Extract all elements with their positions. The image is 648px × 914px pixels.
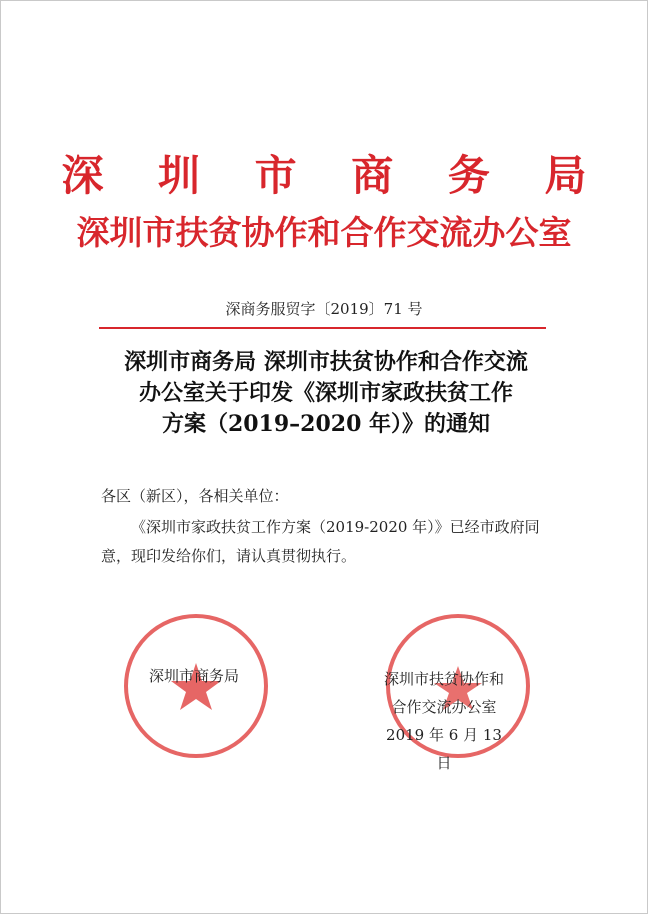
signature-org-2-line-2: 合作交流办公室 bbox=[391, 698, 497, 716]
signature-date: 2019 年 6 月 13 日 bbox=[386, 726, 502, 772]
letterhead-line-2: 深圳市扶贫协作和合作交流办公室 bbox=[76, 213, 572, 252]
signature-block-2 bbox=[379, 665, 509, 777]
title-line-1: 深圳市商务局 深圳市扶贫协作和合作交流 bbox=[124, 349, 528, 375]
red-divider bbox=[99, 327, 546, 329]
document-number: 深商务服贸字〔2019〕71 号 bbox=[225, 300, 423, 318]
title-line-2: 办公室关于印发《深圳市家政扶贫工作 bbox=[138, 380, 513, 406]
signature-org-1: 深圳市商务局 bbox=[149, 667, 240, 685]
salutation: 各区（新区），各相关单位： bbox=[101, 487, 289, 505]
document-title bbox=[91, 347, 561, 440]
signature-org-2-line-1: 深圳市扶贫协作和 bbox=[383, 670, 504, 688]
letterhead-line-1: 深 圳 市 商 务 局 bbox=[61, 151, 607, 200]
title-line-3: 方案（2019–2020 年）》的通知 bbox=[161, 411, 491, 437]
body-paragraph: 《深圳市家政扶贫工作方案（2019-2020 年）》已经市政府同意，现印发给你们，请认真贯彻执行。 bbox=[101, 518, 540, 565]
commerce-bureau-seal bbox=[121, 611, 271, 761]
